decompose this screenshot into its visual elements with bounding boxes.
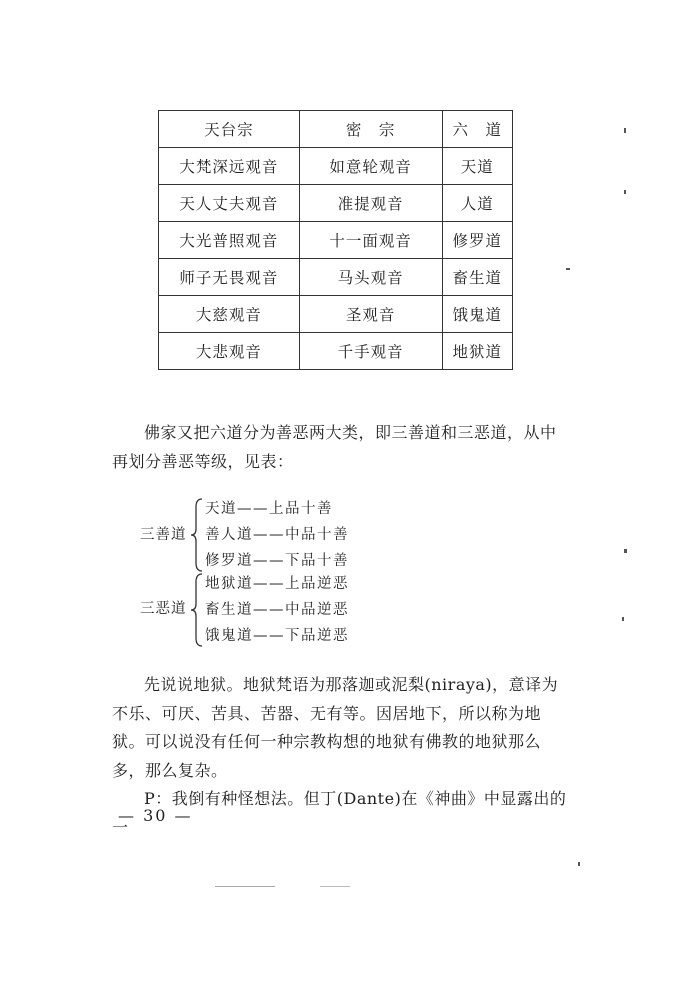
dialogue-paragraph: P：我倒有种怪想法。但丁(Dante)在《神曲》中显露出的一 bbox=[112, 789, 567, 837]
six-paths-table bbox=[158, 110, 513, 370]
table-cell: 如意轮观音 bbox=[299, 148, 442, 185]
good-path-item: 善人道——中品十善 bbox=[205, 527, 349, 543]
evil-path-item: 饿鬼道——下品逆恶 bbox=[205, 628, 349, 644]
table-cell: 千手观音 bbox=[299, 333, 442, 370]
table-row bbox=[159, 259, 513, 296]
evil-paths-brace bbox=[190, 572, 204, 648]
scan-speck bbox=[578, 862, 580, 866]
good-paths-label: 三善道 bbox=[140, 527, 187, 543]
table-cell: 大悲观音 bbox=[159, 333, 300, 370]
scan-speck bbox=[566, 268, 570, 270]
intro-paragraph: 佛家又把六道分为善恶两大类，即三善道和三恶道，从中再划分善恶等级，见表： bbox=[112, 423, 557, 471]
table-header-row bbox=[159, 111, 513, 148]
table-row bbox=[159, 148, 513, 185]
table-cell: 师子无畏观音 bbox=[159, 259, 300, 296]
table-row bbox=[159, 296, 513, 333]
table-cell: 圣观音 bbox=[299, 296, 442, 333]
table-cell: 天人丈夫观音 bbox=[159, 185, 300, 222]
scan-speck bbox=[215, 886, 275, 887]
evil-paths-label: 三恶道 bbox=[140, 601, 187, 617]
table-cell: 人道 bbox=[442, 185, 512, 222]
table-cell: 准提观音 bbox=[299, 185, 442, 222]
scan-speck bbox=[624, 549, 627, 553]
scan-speck bbox=[624, 190, 626, 194]
header-cell: 天台宗 bbox=[159, 111, 300, 148]
header-cell: 六 道 bbox=[442, 111, 512, 148]
table-row bbox=[159, 185, 513, 222]
hell-paragraph: 先说说地狱。地狱梵语为那落迦或泥梨(niraya)，意译为不乐、可厌、苦具、苦器、无有等。因居地下，所以称为地狱。可以说没有任何一种宗教构想的地狱有佛教的地狱那么多，那么复杂。 bbox=[112, 675, 559, 780]
scan-speck bbox=[320, 886, 350, 887]
table-cell: 天道 bbox=[442, 148, 512, 185]
table-cell: 地狱道 bbox=[442, 333, 512, 370]
good-path-item: 天道——上品十善 bbox=[205, 501, 333, 517]
good-path-item: 修罗道——下品十善 bbox=[205, 553, 349, 569]
table-cell: 大梵深远观音 bbox=[159, 148, 300, 185]
evil-path-item: 畜生道——中品逆恶 bbox=[205, 602, 349, 618]
table-cell: 大慈观音 bbox=[159, 296, 300, 333]
good-paths-brace bbox=[190, 497, 204, 573]
scan-speck bbox=[624, 128, 626, 133]
table-cell: 畜生道 bbox=[442, 259, 512, 296]
table-row bbox=[159, 333, 513, 370]
table-row bbox=[159, 222, 513, 259]
table-cell: 大光普照观音 bbox=[159, 222, 300, 259]
scan-speck bbox=[622, 617, 624, 621]
table-cell: 修罗道 bbox=[442, 222, 512, 259]
page-number: — 30 — bbox=[118, 806, 193, 825]
header-cell: 密 宗 bbox=[299, 111, 442, 148]
table-cell: 马头观音 bbox=[299, 259, 442, 296]
table-cell: 十一面观音 bbox=[299, 222, 442, 259]
table-cell: 饿鬼道 bbox=[442, 296, 512, 333]
evil-path-item: 地狱道——上品逆恶 bbox=[205, 576, 349, 592]
